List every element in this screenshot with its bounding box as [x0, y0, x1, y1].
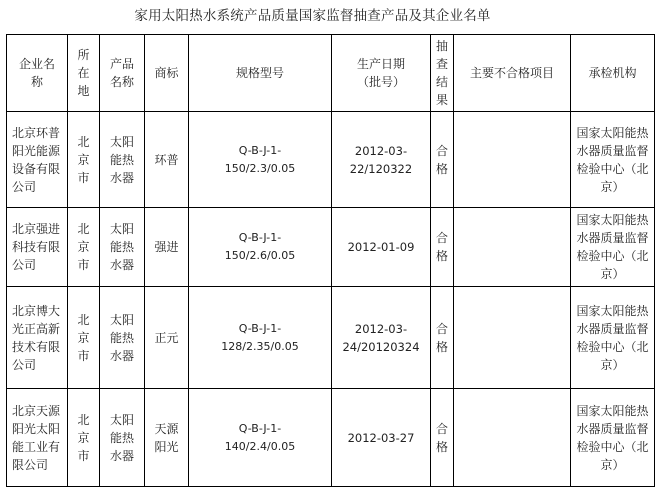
- table-row: [7, 112, 655, 208]
- company-cell: 北京环普阳光能源设备有限公司: [7, 112, 68, 208]
- header-result: 抽查结果: [431, 35, 454, 112]
- result-cell: 合格: [431, 389, 454, 487]
- location-cell: 北京市: [68, 389, 100, 487]
- brand-cell: 环普: [145, 112, 189, 208]
- location-cell: 北京市: [68, 287, 100, 389]
- header-agency: 承检机构: [571, 35, 655, 112]
- brand-cell: 强进: [145, 208, 189, 287]
- header-date: 生产日期（批号）: [332, 35, 431, 112]
- enterprise-table: [6, 34, 655, 487]
- spec-cell: Q-B-J-1-128/2.35/0.05: [189, 287, 332, 389]
- header-company: 企业名称: [7, 35, 68, 112]
- header-brand: 商标: [145, 35, 189, 112]
- date-cell: 2012-03-22/120322: [332, 112, 431, 208]
- issues-cell: [454, 389, 571, 487]
- date-cell: 2012-03-24/20120324: [332, 287, 431, 389]
- date-cell: 2012-01-09: [332, 208, 431, 287]
- result-cell: 合格: [431, 208, 454, 287]
- agency-cell: 国家太阳能热水器质量监督检验中心（北京）: [571, 112, 655, 208]
- spec-cell: Q-B-J-1-150/2.6/0.05: [189, 208, 332, 287]
- page-title: 家用太阳热水系统产品质量国家监督抽查产品及其企业名单: [134, 8, 491, 24]
- agency-cell: 国家太阳能热水器质量监督检验中心（北京）: [571, 389, 655, 487]
- result-cell: 合格: [431, 287, 454, 389]
- spec-cell: Q-B-J-1-140/2.4/0.05: [189, 389, 332, 487]
- brand-cell: 天源阳光: [145, 389, 189, 487]
- agency-cell: 国家太阳能热水器质量监督检验中心（北京）: [571, 208, 655, 287]
- product-cell: 太阳能热水器: [100, 389, 145, 487]
- header-location: 所在地: [68, 35, 100, 112]
- location-cell: 北京市: [68, 208, 100, 287]
- company-cell: 北京博大光正高新技术有限公司: [7, 287, 68, 389]
- issues-cell: [454, 112, 571, 208]
- issues-cell: [454, 287, 571, 389]
- product-cell: 太阳能热水器: [100, 208, 145, 287]
- table-row: [7, 389, 655, 487]
- issues-cell: [454, 208, 571, 287]
- brand-cell: 正元: [145, 287, 189, 389]
- location-cell: 北京市: [68, 112, 100, 208]
- table-row: [7, 208, 655, 287]
- date-cell: 2012-03-27: [332, 389, 431, 487]
- header-product: 产品名称: [100, 35, 145, 112]
- product-cell: 太阳能热水器: [100, 287, 145, 389]
- product-cell: 太阳能热水器: [100, 112, 145, 208]
- company-cell: 北京天源阳光太阳能工业有限公司: [7, 389, 68, 487]
- table-row: [7, 287, 655, 389]
- header-issues: 主要不合格项目: [454, 35, 571, 112]
- result-cell: 合格: [431, 112, 454, 208]
- spec-cell: Q-B-J-1-150/2.3/0.05: [189, 112, 332, 208]
- company-cell: 北京强进科技有限公司: [7, 208, 68, 287]
- header-row: [7, 35, 655, 112]
- agency-cell: 国家太阳能热水器质量监督检验中心（北京）: [571, 287, 655, 389]
- header-spec: 规格型号: [189, 35, 332, 112]
